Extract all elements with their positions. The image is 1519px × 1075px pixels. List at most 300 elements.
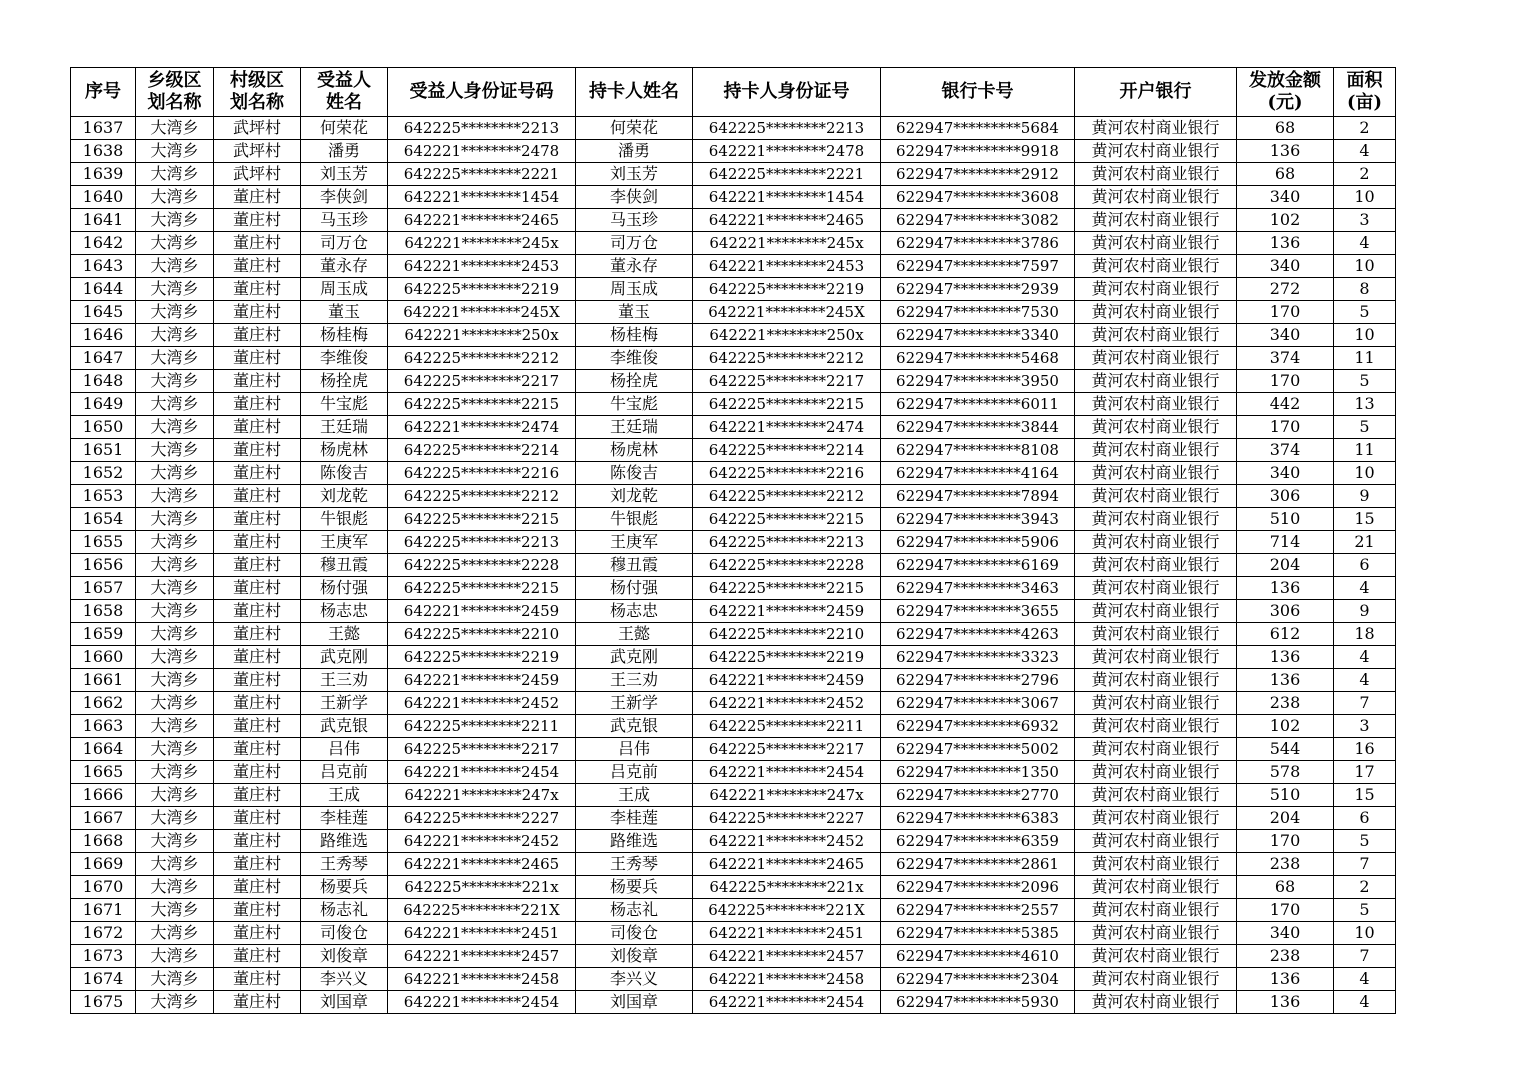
cell-beneficiary-name: 杨付强 [301, 577, 388, 600]
cell-beneficiary-id: 642221********2459 [388, 600, 576, 623]
cell-beneficiary-id: 642221********2454 [388, 761, 576, 784]
cell-cardholder-id: 642221********247x [693, 784, 881, 807]
cell-bank-card: 622947*********6359 [881, 830, 1075, 853]
cell-area: 4 [1334, 140, 1396, 163]
cell-amount: 68 [1237, 117, 1334, 140]
cell-township: 大湾乡 [136, 600, 214, 623]
cell-cardholder-id: 642225********2211 [693, 715, 881, 738]
cell-cardholder-id: 642221********2465 [693, 853, 881, 876]
cell-bank-card: 622947*********5684 [881, 117, 1075, 140]
table-row [71, 186, 1396, 209]
cell-amount: 340 [1237, 324, 1334, 347]
table-row [71, 232, 1396, 255]
cell-township: 大湾乡 [136, 922, 214, 945]
header-label: 受益人 [317, 70, 371, 91]
table-row [71, 738, 1396, 761]
cell-beneficiary-id: 642221********2458 [388, 968, 576, 991]
table-body [71, 117, 1396, 1014]
cell-bank-card: 622947*********4164 [881, 462, 1075, 485]
cell-bank-card: 622947*********3067 [881, 692, 1075, 715]
table-row [71, 393, 1396, 416]
cell-cardholder-name: 周玉成 [576, 278, 693, 301]
cell-area: 6 [1334, 554, 1396, 577]
cell-amount: 68 [1237, 163, 1334, 186]
header-label: 姓名 [326, 92, 362, 113]
cell-amount: 170 [1237, 301, 1334, 324]
cell-beneficiary-name: 马玉珍 [301, 209, 388, 232]
cell-cardholder-name: 路维选 [576, 830, 693, 853]
cell-cardholder-name: 王成 [576, 784, 693, 807]
cell-bank-card: 622947*********2304 [881, 968, 1075, 991]
cell-cardholder-id: 642225********2228 [693, 554, 881, 577]
cell-beneficiary-id: 642225********2219 [388, 278, 576, 301]
table-row [71, 508, 1396, 531]
cell-index: 1639 [71, 163, 136, 186]
cell-beneficiary-name: 吕伟 [301, 738, 388, 761]
cell-beneficiary-id: 642225********221X [388, 899, 576, 922]
cell-bank: 黄河农村商业银行 [1075, 301, 1237, 324]
cell-village: 董庄村 [214, 761, 301, 784]
cell-village: 董庄村 [214, 830, 301, 853]
cell-township: 大湾乡 [136, 807, 214, 830]
cell-index: 1675 [71, 991, 136, 1014]
cell-township: 大湾乡 [136, 830, 214, 853]
cell-beneficiary-id: 642221********2459 [388, 669, 576, 692]
cell-cardholder-id: 642221********2454 [693, 991, 881, 1014]
table-header-row [71, 68, 1396, 117]
cell-village: 董庄村 [214, 876, 301, 899]
cell-bank: 黄河农村商业银行 [1075, 761, 1237, 784]
cell-township: 大湾乡 [136, 255, 214, 278]
cell-township: 大湾乡 [136, 623, 214, 646]
cell-beneficiary-id: 642221********2457 [388, 945, 576, 968]
cell-township: 大湾乡 [136, 646, 214, 669]
cell-amount: 136 [1237, 991, 1334, 1014]
cell-amount: 102 [1237, 715, 1334, 738]
cell-bank: 黄河农村商业银行 [1075, 945, 1237, 968]
cell-bank-card: 622947*********3786 [881, 232, 1075, 255]
cell-bank: 黄河农村商业银行 [1075, 807, 1237, 830]
cell-area: 11 [1334, 439, 1396, 462]
table-row [71, 876, 1396, 899]
cell-bank-card: 622947*********3082 [881, 209, 1075, 232]
cell-index: 1655 [71, 531, 136, 554]
cell-bank: 黄河农村商业银行 [1075, 209, 1237, 232]
cell-cardholder-name: 刘国章 [576, 991, 693, 1014]
cell-cardholder-id: 642221********2474 [693, 416, 881, 439]
header-label: (亩) [1346, 92, 1383, 113]
cell-area: 10 [1334, 255, 1396, 278]
cell-cardholder-id: 642221********245X [693, 301, 881, 324]
cell-cardholder-id: 642221********2457 [693, 945, 881, 968]
cell-township: 大湾乡 [136, 945, 214, 968]
cell-township: 大湾乡 [136, 692, 214, 715]
cell-village: 董庄村 [214, 416, 301, 439]
cell-township: 大湾乡 [136, 232, 214, 255]
cell-cardholder-name: 司万仓 [576, 232, 693, 255]
cell-beneficiary-name: 杨桂梅 [301, 324, 388, 347]
table-row [71, 991, 1396, 1014]
cell-bank: 黄河农村商业银行 [1075, 117, 1237, 140]
cell-cardholder-name: 吕克前 [576, 761, 693, 784]
cell-bank-card: 622947*********2796 [881, 669, 1075, 692]
cell-index: 1662 [71, 692, 136, 715]
cell-bank: 黄河农村商业银行 [1075, 991, 1237, 1014]
cell-bank: 黄河农村商业银行 [1075, 715, 1237, 738]
cell-cardholder-name: 王庚军 [576, 531, 693, 554]
table-row [71, 784, 1396, 807]
cell-amount: 340 [1237, 255, 1334, 278]
cell-index: 1650 [71, 416, 136, 439]
cell-cardholder-name: 李兴义 [576, 968, 693, 991]
cell-beneficiary-name: 李兴义 [301, 968, 388, 991]
cell-cardholder-name: 马玉珍 [576, 209, 693, 232]
cell-township: 大湾乡 [136, 140, 214, 163]
cell-cardholder-id: 642225********2214 [693, 439, 881, 462]
cell-cardholder-name: 董永存 [576, 255, 693, 278]
cell-beneficiary-name: 王廷瑞 [301, 416, 388, 439]
cell-cardholder-id: 642221********2452 [693, 830, 881, 853]
cell-village: 董庄村 [214, 439, 301, 462]
cell-beneficiary-id: 642225********2221 [388, 163, 576, 186]
cell-amount: 238 [1237, 692, 1334, 715]
cell-amount: 136 [1237, 968, 1334, 991]
header-label: 乡级区 [147, 70, 202, 91]
cell-amount: 170 [1237, 899, 1334, 922]
cell-beneficiary-id: 642221********2465 [388, 209, 576, 232]
cell-area: 3 [1334, 715, 1396, 738]
table-row [71, 462, 1396, 485]
cell-index: 1669 [71, 853, 136, 876]
cell-township: 大湾乡 [136, 669, 214, 692]
table-row [71, 600, 1396, 623]
cell-bank: 黄河农村商业银行 [1075, 232, 1237, 255]
table-row [71, 761, 1396, 784]
cell-bank-card: 622947*********6011 [881, 393, 1075, 416]
cell-amount: 238 [1237, 853, 1334, 876]
cell-bank-card: 622947*********9918 [881, 140, 1075, 163]
cell-beneficiary-id: 642221********245x [388, 232, 576, 255]
cell-bank: 黄河农村商业银行 [1075, 278, 1237, 301]
cell-village: 董庄村 [214, 669, 301, 692]
table-row [71, 347, 1396, 370]
cell-cardholder-name: 李桂莲 [576, 807, 693, 830]
cell-beneficiary-id: 642225********2228 [388, 554, 576, 577]
cell-cardholder-id: 642225********2221 [693, 163, 881, 186]
cell-index: 1643 [71, 255, 136, 278]
cell-amount: 136 [1237, 232, 1334, 255]
cell-village: 董庄村 [214, 922, 301, 945]
header-label: 划名称 [230, 92, 284, 113]
cell-township: 大湾乡 [136, 784, 214, 807]
cell-village: 董庄村 [214, 991, 301, 1014]
cell-index: 1645 [71, 301, 136, 324]
cell-beneficiary-name: 董永存 [301, 255, 388, 278]
cell-amount: 510 [1237, 784, 1334, 807]
cell-index: 1665 [71, 761, 136, 784]
cell-area: 11 [1334, 347, 1396, 370]
cell-bank: 黄河农村商业银行 [1075, 531, 1237, 554]
cell-beneficiary-id: 642221********250x [388, 324, 576, 347]
header-col-bank-card [881, 68, 1075, 117]
cell-bank: 黄河农村商业银行 [1075, 922, 1237, 945]
cell-cardholder-name: 杨拴虎 [576, 370, 693, 393]
cell-bank: 黄河农村商业银行 [1075, 462, 1237, 485]
cell-beneficiary-name: 周玉成 [301, 278, 388, 301]
cell-beneficiary-name: 刘龙乾 [301, 485, 388, 508]
cell-area: 7 [1334, 692, 1396, 715]
cell-bank: 黄河农村商业银行 [1075, 876, 1237, 899]
cell-township: 大湾乡 [136, 485, 214, 508]
cell-index: 1671 [71, 899, 136, 922]
cell-village: 董庄村 [214, 370, 301, 393]
cell-village: 武坪村 [214, 163, 301, 186]
cell-beneficiary-id: 642225********2210 [388, 623, 576, 646]
cell-index: 1656 [71, 554, 136, 577]
cell-index: 1663 [71, 715, 136, 738]
cell-bank: 黄河农村商业银行 [1075, 255, 1237, 278]
cell-bank-card: 622947*********6383 [881, 807, 1075, 830]
cell-beneficiary-name: 司万仓 [301, 232, 388, 255]
cell-beneficiary-id: 642225********221x [388, 876, 576, 899]
cell-beneficiary-id: 642221********2453 [388, 255, 576, 278]
cell-bank-card: 622947*********2861 [881, 853, 1075, 876]
cell-index: 1638 [71, 140, 136, 163]
cell-village: 董庄村 [214, 968, 301, 991]
cell-index: 1667 [71, 807, 136, 830]
cell-township: 大湾乡 [136, 991, 214, 1014]
cell-bank: 黄河农村商业银行 [1075, 853, 1237, 876]
cell-index: 1670 [71, 876, 136, 899]
cell-cardholder-name: 杨桂梅 [576, 324, 693, 347]
cell-cardholder-name: 牛宝彪 [576, 393, 693, 416]
header-label: 银行卡号 [941, 81, 1014, 102]
header-col-area [1334, 68, 1396, 117]
cell-cardholder-name: 吕伟 [576, 738, 693, 761]
header-col-beneficiary-name [301, 68, 388, 117]
cell-cardholder-name: 王秀琴 [576, 853, 693, 876]
cell-amount: 170 [1237, 416, 1334, 439]
cell-beneficiary-name: 牛宝彪 [301, 393, 388, 416]
table-row [71, 945, 1396, 968]
cell-beneficiary-name: 王三劝 [301, 669, 388, 692]
cell-cardholder-name: 王懿 [576, 623, 693, 646]
table-row [71, 669, 1396, 692]
cell-village: 董庄村 [214, 209, 301, 232]
cell-cardholder-name: 何荣花 [576, 117, 693, 140]
cell-beneficiary-name: 武克银 [301, 715, 388, 738]
cell-township: 大湾乡 [136, 577, 214, 600]
cell-bank: 黄河农村商业银行 [1075, 692, 1237, 715]
cell-beneficiary-id: 642225********2215 [388, 577, 576, 600]
cell-township: 大湾乡 [136, 370, 214, 393]
cell-beneficiary-id: 642221********2465 [388, 853, 576, 876]
cell-beneficiary-name: 陈俊吉 [301, 462, 388, 485]
cell-cardholder-name: 潘勇 [576, 140, 693, 163]
cell-bank-card: 622947*********3943 [881, 508, 1075, 531]
cell-bank-card: 622947*********2557 [881, 899, 1075, 922]
cell-index: 1640 [71, 186, 136, 209]
cell-amount: 68 [1237, 876, 1334, 899]
payment-table [70, 67, 1396, 1014]
cell-beneficiary-id: 642221********247x [388, 784, 576, 807]
cell-beneficiary-id: 642221********2454 [388, 991, 576, 1014]
cell-village: 董庄村 [214, 692, 301, 715]
cell-index: 1657 [71, 577, 136, 600]
cell-cardholder-id: 642225********2210 [693, 623, 881, 646]
cell-beneficiary-name: 何荣花 [301, 117, 388, 140]
table-row [71, 830, 1396, 853]
cell-township: 大湾乡 [136, 531, 214, 554]
cell-area: 5 [1334, 899, 1396, 922]
cell-cardholder-name: 武克银 [576, 715, 693, 738]
cell-index: 1653 [71, 485, 136, 508]
cell-cardholder-id: 642225********2216 [693, 462, 881, 485]
header-label: 持卡人姓名 [589, 81, 679, 102]
cell-village: 董庄村 [214, 301, 301, 324]
cell-index: 1651 [71, 439, 136, 462]
cell-bank: 黄河农村商业银行 [1075, 324, 1237, 347]
cell-area: 18 [1334, 623, 1396, 646]
cell-bank-card: 622947*********2939 [881, 278, 1075, 301]
cell-amount: 136 [1237, 646, 1334, 669]
cell-bank-card: 622947*********3608 [881, 186, 1075, 209]
cell-amount: 170 [1237, 370, 1334, 393]
cell-beneficiary-name: 李桂莲 [301, 807, 388, 830]
cell-cardholder-name: 杨要兵 [576, 876, 693, 899]
cell-township: 大湾乡 [136, 761, 214, 784]
cell-amount: 238 [1237, 945, 1334, 968]
cell-index: 1637 [71, 117, 136, 140]
cell-township: 大湾乡 [136, 301, 214, 324]
cell-bank: 黄河农村商业银行 [1075, 163, 1237, 186]
table-row [71, 807, 1396, 830]
cell-beneficiary-id: 642225********2213 [388, 531, 576, 554]
cell-village: 董庄村 [214, 324, 301, 347]
cell-township: 大湾乡 [136, 324, 214, 347]
cell-bank-card: 622947*********5002 [881, 738, 1075, 761]
cell-bank-card: 622947*********7894 [881, 485, 1075, 508]
cell-beneficiary-id: 642225********2212 [388, 485, 576, 508]
cell-area: 6 [1334, 807, 1396, 830]
cell-village: 董庄村 [214, 853, 301, 876]
cell-beneficiary-name: 杨虎林 [301, 439, 388, 462]
cell-cardholder-id: 642221********2458 [693, 968, 881, 991]
cell-bank-card: 622947*********2096 [881, 876, 1075, 899]
cell-bank: 黄河农村商业银行 [1075, 508, 1237, 531]
cell-cardholder-name: 陈俊吉 [576, 462, 693, 485]
cell-beneficiary-id: 642221********2451 [388, 922, 576, 945]
cell-cardholder-name: 杨付强 [576, 577, 693, 600]
table-row [71, 646, 1396, 669]
cell-township: 大湾乡 [136, 738, 214, 761]
cell-bank-card: 622947*********7530 [881, 301, 1075, 324]
table-row [71, 692, 1396, 715]
cell-village: 武坪村 [214, 117, 301, 140]
cell-bank-card: 622947*********5930 [881, 991, 1075, 1014]
cell-amount: 136 [1237, 669, 1334, 692]
cell-bank-card: 622947*********8108 [881, 439, 1075, 462]
cell-cardholder-id: 642221********2459 [693, 600, 881, 623]
cell-village: 董庄村 [214, 531, 301, 554]
cell-beneficiary-id: 642225********2211 [388, 715, 576, 738]
table-row [71, 715, 1396, 738]
cell-index: 1641 [71, 209, 136, 232]
cell-cardholder-id: 642221********2451 [693, 922, 881, 945]
cell-bank: 黄河农村商业银行 [1075, 393, 1237, 416]
cell-index: 1668 [71, 830, 136, 853]
cell-index: 1659 [71, 623, 136, 646]
cell-beneficiary-name: 刘国章 [301, 991, 388, 1014]
cell-cardholder-name: 杨虎林 [576, 439, 693, 462]
cell-township: 大湾乡 [136, 715, 214, 738]
cell-cardholder-name: 王廷瑞 [576, 416, 693, 439]
cell-cardholder-name: 王三劝 [576, 669, 693, 692]
table-row [71, 140, 1396, 163]
cell-area: 5 [1334, 370, 1396, 393]
cell-amount: 170 [1237, 830, 1334, 853]
cell-cardholder-name: 董玉 [576, 301, 693, 324]
cell-bank-card: 622947*********5385 [881, 922, 1075, 945]
header-label: 持卡人身份证号 [723, 81, 850, 102]
cell-bank: 黄河农村商业银行 [1075, 623, 1237, 646]
cell-amount: 272 [1237, 278, 1334, 301]
cell-amount: 374 [1237, 439, 1334, 462]
cell-beneficiary-name: 刘俊章 [301, 945, 388, 968]
cell-cardholder-id: 642221********2452 [693, 692, 881, 715]
cell-village: 董庄村 [214, 232, 301, 255]
table-row [71, 922, 1396, 945]
table-row [71, 439, 1396, 462]
cell-township: 大湾乡 [136, 508, 214, 531]
cell-beneficiary-id: 642225********2216 [388, 462, 576, 485]
cell-area: 10 [1334, 922, 1396, 945]
cell-index: 1674 [71, 968, 136, 991]
cell-beneficiary-name: 王懿 [301, 623, 388, 646]
cell-village: 董庄村 [214, 485, 301, 508]
cell-beneficiary-name: 路维选 [301, 830, 388, 853]
header-label: 受益人身份证号码 [409, 81, 554, 102]
cell-cardholder-name: 王新学 [576, 692, 693, 715]
cell-index: 1646 [71, 324, 136, 347]
cell-bank-card: 622947*********4610 [881, 945, 1075, 968]
cell-bank: 黄河农村商业银行 [1075, 186, 1237, 209]
cell-village: 董庄村 [214, 278, 301, 301]
cell-index: 1648 [71, 370, 136, 393]
cell-area: 2 [1334, 876, 1396, 899]
table-row [71, 278, 1396, 301]
cell-amount: 578 [1237, 761, 1334, 784]
cell-village: 董庄村 [214, 738, 301, 761]
cell-amount: 102 [1237, 209, 1334, 232]
cell-cardholder-id: 642225********2212 [693, 347, 881, 370]
header-col-index [71, 68, 136, 117]
header-label: 发放金额 [1249, 70, 1321, 91]
cell-cardholder-name: 杨志忠 [576, 600, 693, 623]
cell-village: 董庄村 [214, 508, 301, 531]
cell-area: 4 [1334, 646, 1396, 669]
cell-bank-card: 622947*********6932 [881, 715, 1075, 738]
cell-bank-card: 622947*********3655 [881, 600, 1075, 623]
cell-township: 大湾乡 [136, 416, 214, 439]
cell-amount: 204 [1237, 807, 1334, 830]
cell-index: 1664 [71, 738, 136, 761]
table-row [71, 485, 1396, 508]
header-col-township [136, 68, 214, 117]
cell-bank-card: 622947*********4263 [881, 623, 1075, 646]
cell-cardholder-id: 642225********2215 [693, 393, 881, 416]
cell-beneficiary-name: 杨志礼 [301, 899, 388, 922]
